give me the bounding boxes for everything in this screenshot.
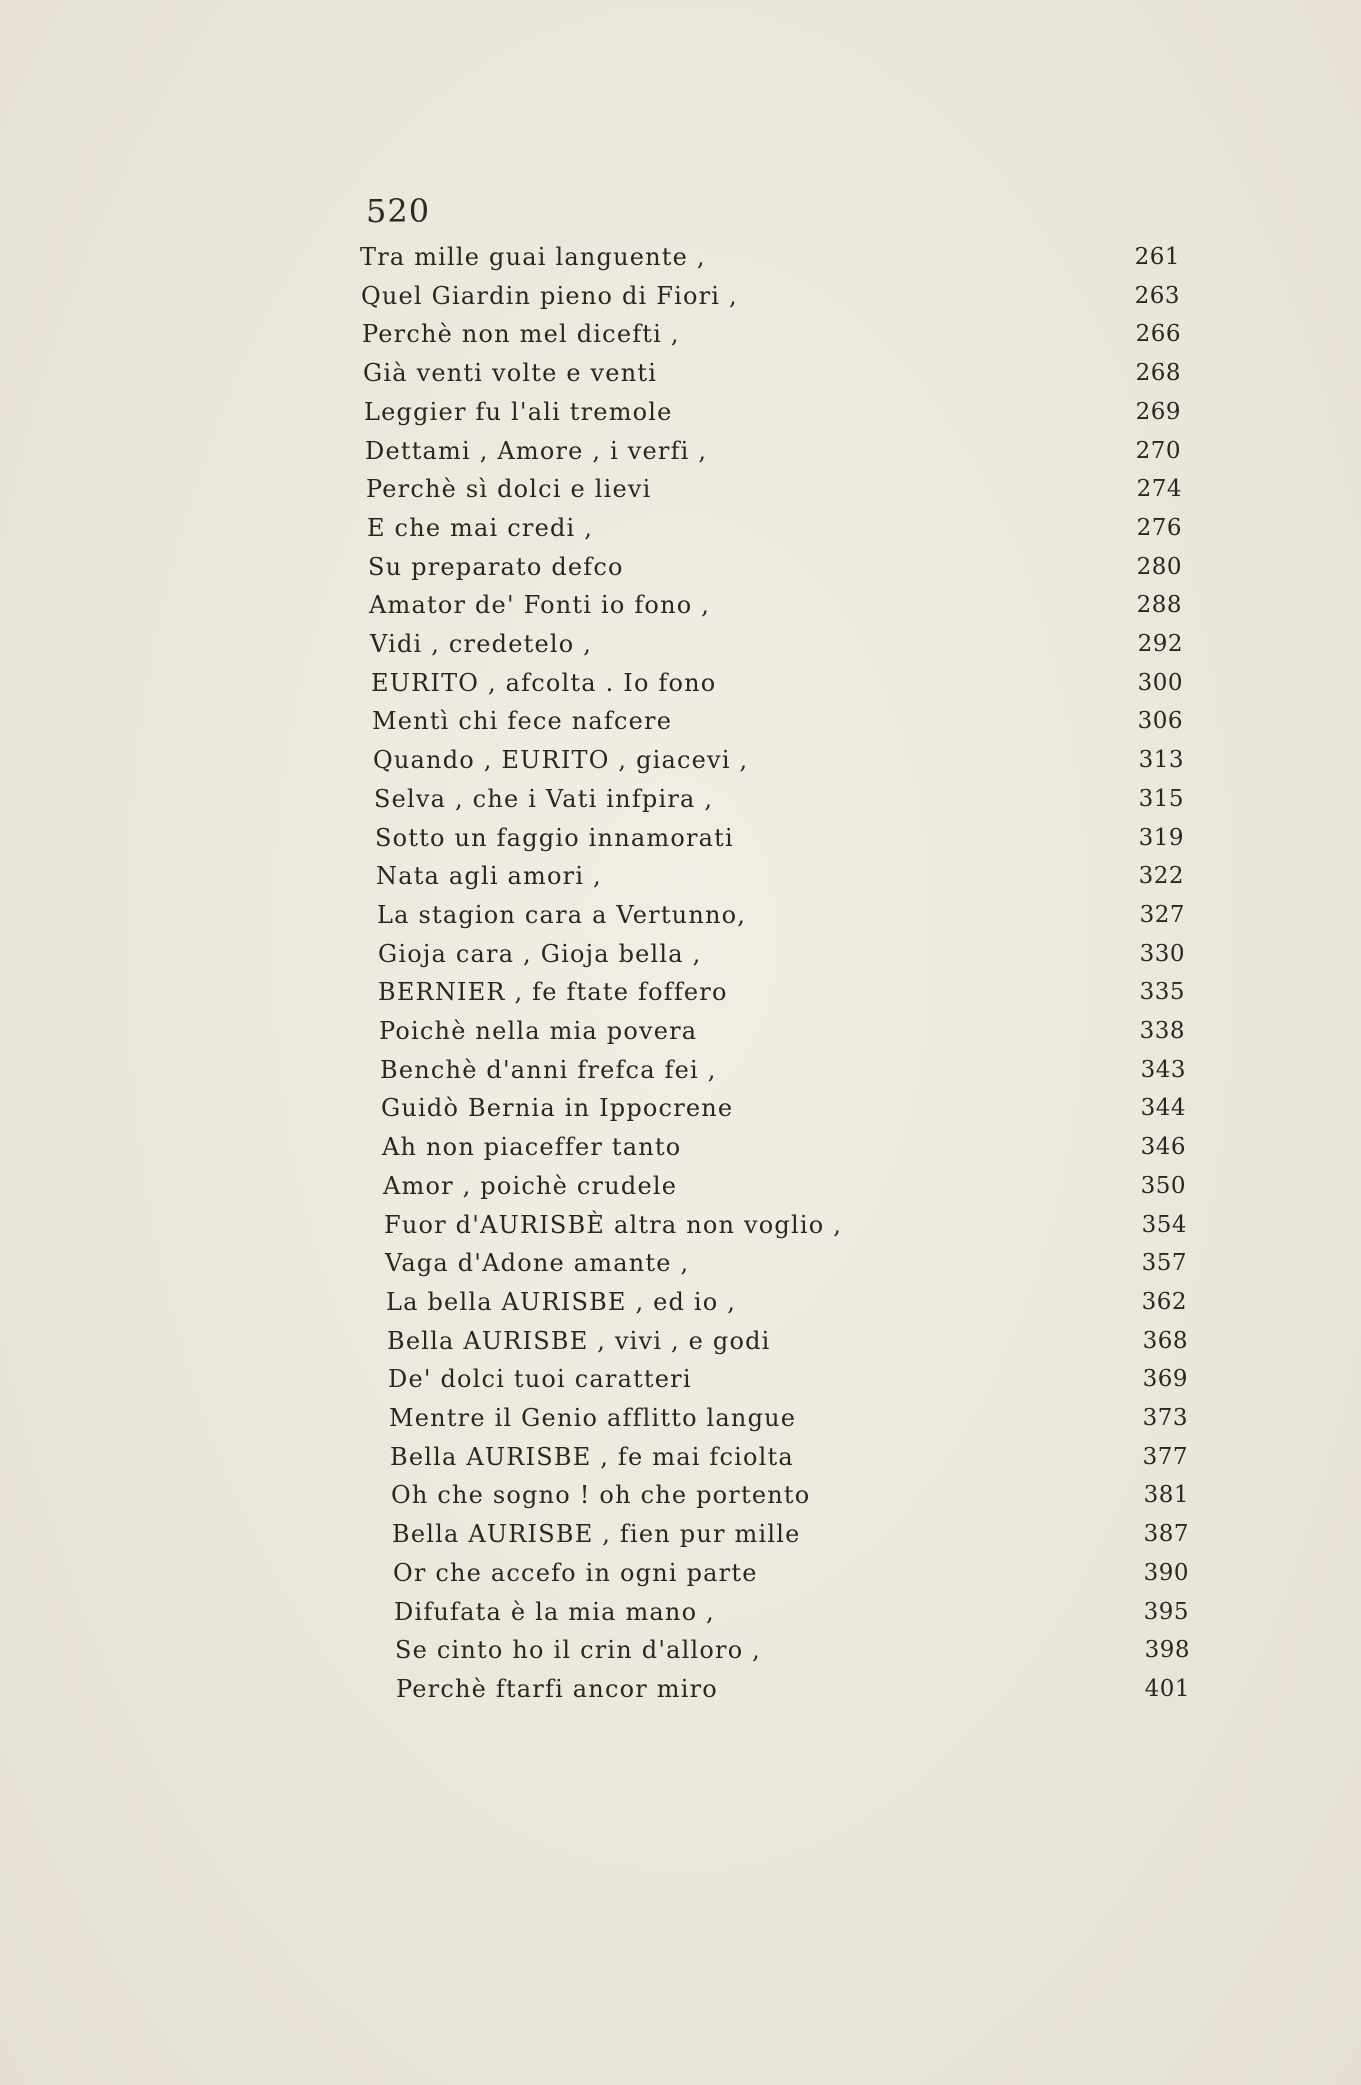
entry-page-number: 377	[1142, 1444, 1188, 1470]
entry-page-number: 270	[1135, 438, 1181, 464]
index-entry	[360, 1633, 1210, 1667]
entry-page-number: 263	[1134, 283, 1180, 309]
index-entry	[360, 1246, 1210, 1280]
entry-page-number: 387	[1143, 1521, 1189, 1547]
index-entry	[360, 821, 1210, 855]
entry-title: Gioja cara , Gioja bella ,	[378, 940, 702, 968]
index-entry	[360, 1169, 1210, 1203]
entry-title: La bella AURISBE , ed io ,	[386, 1288, 737, 1316]
entry-title: Selva , che i Vati infpira ,	[374, 785, 714, 813]
entry-title: Vaga d'Adone amante ,	[385, 1249, 690, 1277]
entry-page-number: 300	[1137, 670, 1183, 696]
entry-page-number: 319	[1138, 825, 1184, 851]
entry-page-number: 280	[1136, 554, 1182, 580]
index-entry	[360, 472, 1210, 506]
index-entry	[360, 1208, 1210, 1242]
entry-page-number: 350	[1140, 1173, 1186, 1199]
index-entry	[360, 1672, 1210, 1706]
index-entry	[360, 356, 1210, 390]
entry-title: Dettami , Amore , i verfi ,	[365, 437, 708, 465]
index-entry	[360, 1478, 1210, 1512]
entry-title: De' dolci tuoi caratteri	[388, 1365, 692, 1393]
index-entry	[360, 240, 1210, 274]
index-entry	[360, 279, 1210, 313]
index-entry	[360, 1053, 1210, 1087]
index-entry	[360, 434, 1210, 468]
index-entry	[360, 1014, 1210, 1048]
index-entry	[360, 1285, 1210, 1319]
entry-title: Amor , poichè crudele	[383, 1172, 678, 1200]
index-entry	[360, 1091, 1210, 1125]
entry-title: Su preparato defco	[368, 553, 624, 581]
index-entry	[360, 898, 1210, 932]
index-entry	[360, 1595, 1210, 1629]
entry-page-number: 390	[1143, 1560, 1189, 1586]
entry-title: Sotto un faggio innamorati	[375, 824, 734, 852]
entry-page-number: 369	[1142, 1366, 1188, 1392]
entry-page-number: 274	[1136, 476, 1182, 502]
entry-page-number: 346	[1140, 1134, 1186, 1160]
entry-page-number: 343	[1140, 1057, 1186, 1083]
entry-page-number: 373	[1142, 1405, 1188, 1431]
index-entry	[360, 317, 1210, 351]
entry-title: EURITO , afcolta . Io fono	[371, 669, 717, 697]
entry-title: Già venti volte e venti	[363, 359, 658, 387]
entry-title: Leggier fu l'ali tremole	[364, 398, 673, 426]
entry-page-number: 276	[1136, 515, 1182, 541]
entry-title: Perchè non mel dicefti ,	[362, 320, 680, 348]
index-entry	[360, 627, 1210, 661]
entry-title: Benchè d'anni frefca fei ,	[380, 1056, 717, 1084]
index-entry	[360, 1362, 1210, 1396]
index-entry	[360, 511, 1210, 545]
index-entry	[360, 782, 1210, 816]
index-entry	[360, 550, 1210, 584]
entry-title: Fuor d'AURISBÈ altra non voglio ,	[384, 1211, 843, 1239]
index-entry	[360, 1440, 1210, 1474]
index-entry	[360, 937, 1210, 971]
entry-page-number: 261	[1134, 244, 1180, 270]
entry-title: Bella AURISBE , vivi , e godi	[387, 1327, 771, 1355]
entry-title: Bella AURISBE , fe mai fciolta	[390, 1443, 794, 1471]
entry-title: Perchè sì dolci e lievi	[366, 475, 652, 503]
entry-title: E che mai credi ,	[367, 514, 594, 542]
entry-title: BERNIER , fe ftate foffero	[378, 978, 728, 1006]
entry-title: Poichè nella mia povera	[379, 1017, 698, 1045]
entry-page-number: 315	[1138, 786, 1184, 812]
entry-title: Bella AURISBE , fien pur mille	[392, 1520, 801, 1548]
page-number: 520	[366, 192, 431, 230]
index-entry	[360, 1324, 1210, 1358]
entry-title: Perchè ftarfi ancor miro	[396, 1675, 718, 1703]
entry-title: Nata agli amori ,	[376, 862, 602, 890]
entry-page-number: 330	[1139, 941, 1185, 967]
index-entry	[360, 666, 1210, 700]
entry-page-number: 268	[1135, 360, 1181, 386]
entry-title: La stagion cara a Vertunno,	[377, 901, 747, 929]
entry-page-number: 292	[1137, 631, 1183, 657]
index-entry	[360, 743, 1210, 777]
entry-title: Se cinto ho il crin d'alloro ,	[395, 1636, 762, 1664]
index-entry	[360, 1556, 1210, 1590]
entry-page-number: 344	[1140, 1095, 1186, 1121]
entry-page-number: 368	[1142, 1328, 1188, 1354]
entry-title: Ah non piaceffer tanto	[382, 1133, 682, 1161]
entry-title: Mentre il Genio afflitto langue	[389, 1404, 797, 1432]
entry-title: Quando , EURITO , giacevi ,	[373, 746, 749, 774]
index-entry	[360, 588, 1210, 622]
entry-title: Amator de' Fonti io fono ,	[369, 591, 711, 619]
entry-page-number: 395	[1143, 1599, 1189, 1625]
index-entry	[360, 859, 1210, 893]
entry-title: Or che accefo in ogni parte	[393, 1559, 758, 1587]
index-entry	[360, 1401, 1210, 1435]
entry-title: Mentì chi fece nafcere	[372, 707, 673, 735]
entry-title: Tra mille guai languente ,	[360, 243, 706, 271]
entry-page-number: 306	[1137, 708, 1183, 734]
entry-title: Oh che sogno ! oh che portento	[391, 1481, 811, 1509]
entry-page-number: 398	[1144, 1637, 1190, 1663]
entry-page-number: 401	[1144, 1676, 1190, 1702]
entry-page-number: 338	[1139, 1018, 1185, 1044]
entry-page-number: 288	[1136, 592, 1182, 618]
entry-title: Guidò Bernia in Ippocrene	[381, 1094, 734, 1122]
entry-title: Vidi , credetelo ,	[370, 630, 593, 658]
entry-page-number: 335	[1139, 979, 1185, 1005]
entry-page-number: 362	[1141, 1289, 1187, 1315]
entry-page-number: 266	[1135, 321, 1181, 347]
index-entry	[360, 704, 1210, 738]
entry-title: Quel Giardin pieno di Fiori ,	[361, 282, 738, 310]
entry-page-number: 327	[1139, 902, 1185, 928]
index-entry	[360, 1517, 1210, 1551]
index-list	[360, 240, 1210, 1740]
entry-page-number: 322	[1138, 863, 1184, 889]
entry-page-number: 381	[1143, 1482, 1189, 1508]
entry-page-number: 354	[1141, 1212, 1187, 1238]
entry-page-number: 313	[1138, 747, 1184, 773]
entry-page-number: 357	[1141, 1250, 1187, 1276]
index-entry	[360, 1130, 1210, 1164]
index-entry	[360, 975, 1210, 1009]
entry-page-number: 269	[1135, 399, 1181, 425]
index-entry	[360, 395, 1210, 429]
entry-title: Difufata è la mia mano ,	[394, 1598, 715, 1626]
